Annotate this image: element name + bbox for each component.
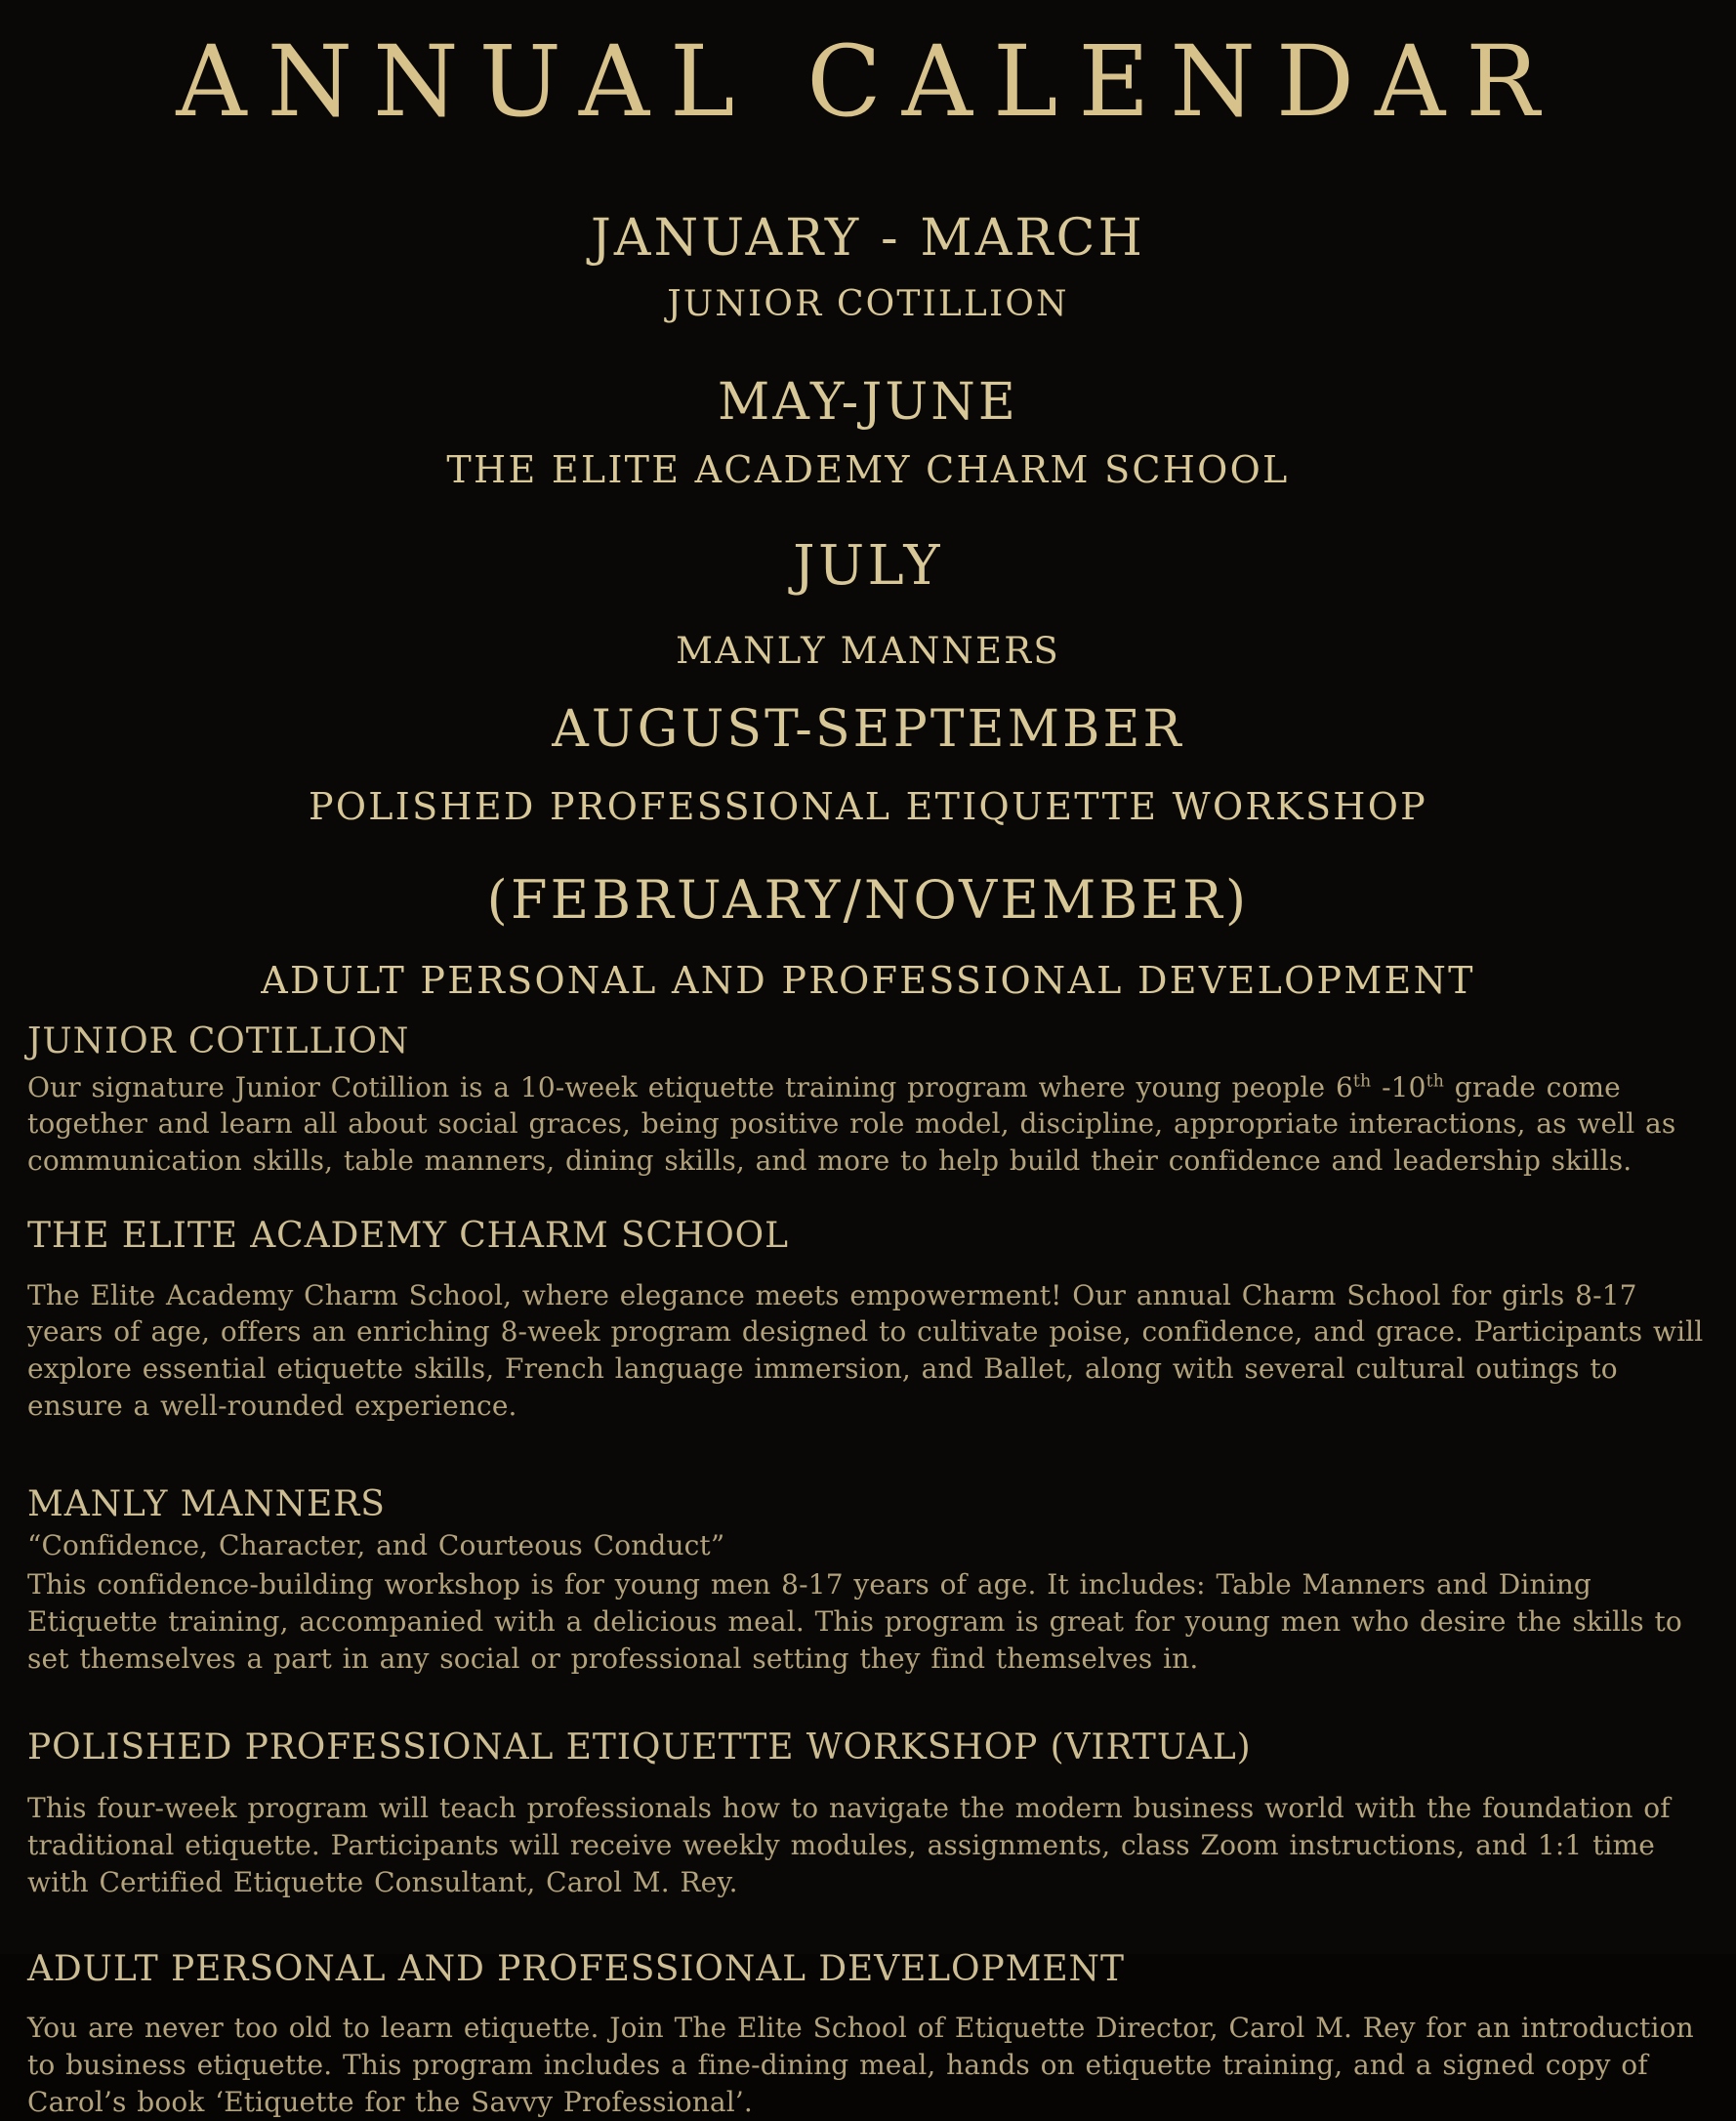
- section-heading-manly-manners: MANLY MANNERS: [27, 1483, 386, 1524]
- schedule-program-manly-manners: MANLY MANNERS: [676, 630, 1060, 672]
- program-descriptions: [0, 1022, 1736, 2121]
- section-charm-school: [27, 1217, 1707, 1425]
- schedule-entry-may-june: [0, 373, 1736, 491]
- schedule-period-august-september: AUGUST-SEPTEMBER: [552, 700, 1184, 759]
- section-body-adult-development: You are never too old to learn etiquette. Join The Elite School of Etiquette Director, Carol M. Rey for an introduction to business etiquette. This program includes a fine-dining meal, hands on etiquette training, and a signed copy of Carol’s book ‘Etiquette for the Savvy Professional’.: [27, 2012, 1694, 2118]
- ordinal-superscript: th: [1352, 1071, 1372, 1092]
- schedule-period-january-march: JANUARY - MARCH: [590, 209, 1146, 268]
- schedule-period-february-november: (FEBRUARY/NOVEMBER): [486, 869, 1250, 931]
- schedule-program-charm-school: THE ELITE ACADEMY CHARM SCHOOL: [446, 448, 1290, 491]
- section-heading-adult-development: ADULT PERSONAL AND PROFESSIONAL DEVELOPMENT: [27, 1948, 1125, 1989]
- body-text-part: grade come together and learn all about social graces, being positive role model, discipline, appropriate interactions, as well as communication skills, table manners, dining skills, and more to help build their confidence and leadership skills.: [27, 1070, 1676, 1178]
- body-text-part: Our signature Junior Cotillion is a 10-week etiquette training program where young people 6: [27, 1070, 1353, 1103]
- schedule-overview: [0, 209, 1736, 1002]
- schedule-program-polished-professional: POLISHED PROFESSIONAL ETIQUETTE WORKSHOP: [309, 785, 1427, 828]
- section-adult-development: [27, 1950, 1707, 2121]
- section-polished-professional: [27, 1728, 1707, 1901]
- section-manly-manners: [27, 1485, 1707, 1678]
- schedule-program-junior-cotillion: JUNIOR COTILLION: [667, 284, 1069, 324]
- schedule-program-adult-development: ADULT PERSONAL AND PROFESSIONAL DEVELOPMENT: [261, 959, 1475, 1002]
- schedule-entry-july: [0, 534, 1736, 672]
- section-body-junior-cotillion: [27, 1069, 1707, 1180]
- page-title: ANNUAL CALENDAR: [176, 24, 1560, 139]
- section-body-manly-manners: This confidence-building workshop is for young men 8-17 years of age. It includes: Table Manners and Dining Etiquette training, accompanied with a delicious meal. This program is great for young men who desire the skills to set themselves a part in any social or professional setting they find themselves in.: [27, 1568, 1682, 1675]
- section-body-charm-school: The Elite Academy Charm School, where elegance meets empowerment! Our annual Charm School for girls 8-17 years of age, offers an enriching 8-week program designed to cultivate poise, confidence, and grace. Participants will explore essential etiquette skills, French language immersion, and Ballet, along with several cultural outings to ensure a well-rounded experience.: [27, 1278, 1704, 1422]
- schedule-entry-february-november: [0, 869, 1736, 1002]
- body-text-part: -10: [1371, 1070, 1426, 1103]
- section-heading-charm-school: THE ELITE ACADEMY CHARM SCHOOL: [27, 1215, 789, 1256]
- section-body-polished-professional: This four-week program will teach professionals how to navigate the modern business world with the foundation of traditional etiquette. Participants will receive weekly modules, assignments, class Zoom instructions, and 1:1 time with Certified Etiquette Consultant, Carol M. Rey.: [27, 1792, 1671, 1898]
- schedule-period-may-june: MAY-JUNE: [718, 373, 1018, 432]
- schedule-entry-august-september: [0, 700, 1736, 828]
- section-tagline-manly-manners: “Confidence, Character, and Courteous Conduct”: [27, 1529, 725, 1562]
- section-heading-polished-professional: POLISHED PROFESSIONAL ETIQUETTE WORKSHOP (VIRTUAL): [27, 1726, 1252, 1768]
- section-heading-junior-cotillion: JUNIOR COTILLION: [27, 1021, 410, 1061]
- ordinal-superscript: th: [1426, 1071, 1445, 1092]
- schedule-entry-january-march: [0, 209, 1736, 324]
- section-junior-cotillion: [27, 1022, 1707, 1180]
- schedule-period-july: JULY: [793, 534, 943, 598]
